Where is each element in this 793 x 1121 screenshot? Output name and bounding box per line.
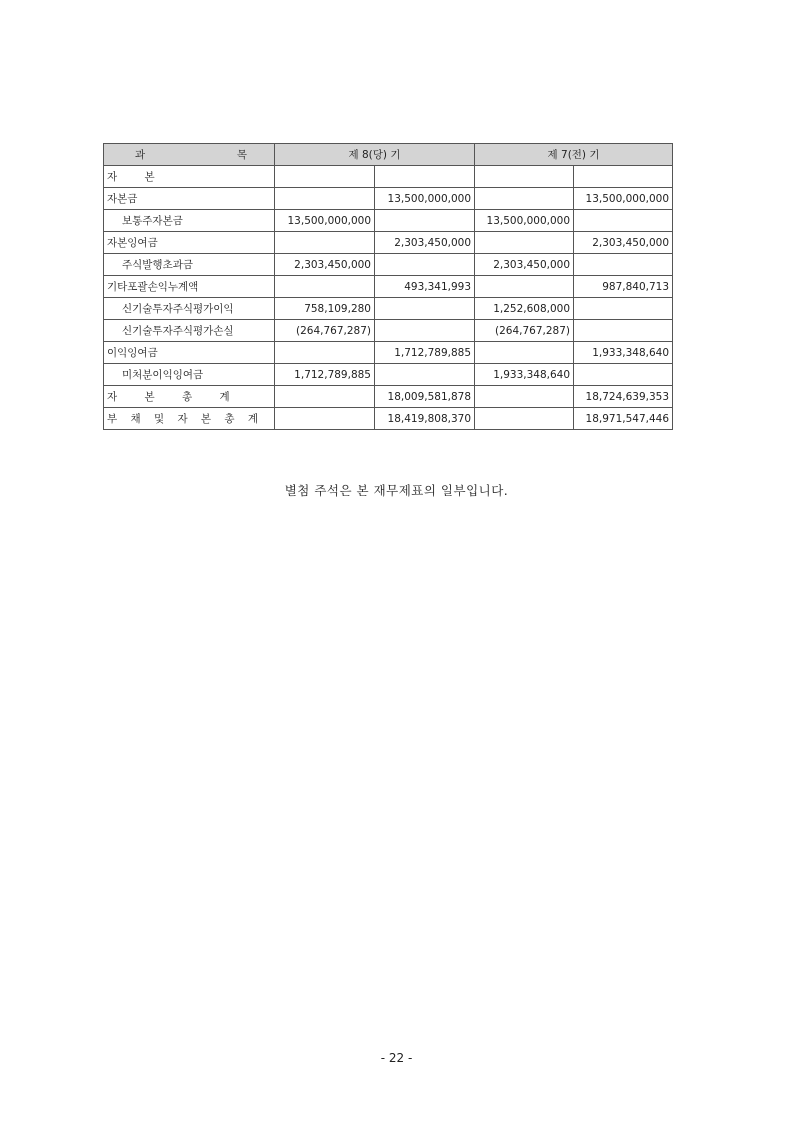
prior-detail-cell: 1,252,608,000 xyxy=(475,298,574,320)
header-current-period: 제 8(당) 기 xyxy=(275,144,475,166)
table-row xyxy=(104,342,673,364)
row-label: 부 채 및 자 본 총 계 xyxy=(104,408,275,430)
prior-total-cell: 1,933,348,640 xyxy=(574,342,673,364)
prior-total-cell: 987,840,713 xyxy=(574,276,673,298)
prior-detail-cell xyxy=(475,232,574,254)
footnote-text: 별첨 주석은 본 재무제표의 일부입니다. xyxy=(284,483,509,498)
table-row xyxy=(104,298,673,320)
current-total-cell xyxy=(375,210,475,232)
page-number: - 22 - xyxy=(380,1051,413,1065)
prior-total-cell xyxy=(574,364,673,386)
row-label: 자 본 총 계 xyxy=(104,386,275,408)
prior-detail-cell xyxy=(475,386,574,408)
table-row xyxy=(104,210,673,232)
table-row xyxy=(104,408,673,430)
prior-detail-cell xyxy=(475,408,574,430)
prior-detail-cell: 13,500,000,000 xyxy=(475,210,574,232)
current-detail-cell: 1,712,789,885 xyxy=(275,364,375,386)
current-detail-cell xyxy=(275,166,375,188)
prior-detail-cell: 2,303,450,000 xyxy=(475,254,574,276)
prior-detail-cell: 1,933,348,640 xyxy=(475,364,574,386)
current-total-cell: 18,419,808,370 xyxy=(375,408,475,430)
prior-total-cell xyxy=(574,320,673,342)
current-detail-cell xyxy=(275,232,375,254)
row-label: 기타포괄손익누계액 xyxy=(104,276,275,298)
table-row xyxy=(104,188,673,210)
row-label: 미처분이익잉여금 xyxy=(104,364,275,386)
table-row xyxy=(104,276,673,298)
prior-total-cell: 2,303,450,000 xyxy=(574,232,673,254)
current-detail-cell xyxy=(275,408,375,430)
current-total-cell xyxy=(375,320,475,342)
current-total-cell: 13,500,000,000 xyxy=(375,188,475,210)
row-label: 자본잉여금 xyxy=(104,232,275,254)
prior-total-cell xyxy=(574,166,673,188)
table-header-row xyxy=(104,144,673,166)
current-detail-cell: 2,303,450,000 xyxy=(275,254,375,276)
prior-total-cell xyxy=(574,210,673,232)
prior-total-cell: 18,724,639,353 xyxy=(574,386,673,408)
current-total-cell xyxy=(375,364,475,386)
prior-total-cell: 13,500,000,000 xyxy=(574,188,673,210)
prior-total-cell xyxy=(574,254,673,276)
balance-sheet-equity-table xyxy=(103,143,673,430)
current-total-cell xyxy=(375,166,475,188)
prior-detail-cell: (264,767,287) xyxy=(475,320,574,342)
prior-detail-cell xyxy=(475,188,574,210)
table-row xyxy=(104,386,673,408)
current-detail-cell xyxy=(275,276,375,298)
current-detail-cell: (264,767,287) xyxy=(275,320,375,342)
prior-detail-cell xyxy=(475,166,574,188)
row-label: 신기술투자주식평가이익 xyxy=(104,298,275,320)
current-total-cell: 493,341,993 xyxy=(375,276,475,298)
table-row xyxy=(104,166,673,188)
current-detail-cell xyxy=(275,386,375,408)
current-detail-cell: 758,109,280 xyxy=(275,298,375,320)
prior-detail-cell xyxy=(475,342,574,364)
header-item-right: 목 xyxy=(236,149,247,161)
row-label: 보통주자본금 xyxy=(104,210,275,232)
prior-total-cell xyxy=(574,298,673,320)
current-detail-cell: 13,500,000,000 xyxy=(275,210,375,232)
prior-detail-cell xyxy=(475,276,574,298)
current-total-cell xyxy=(375,298,475,320)
table-row xyxy=(104,254,673,276)
row-label: 신기술투자주식평가손실 xyxy=(104,320,275,342)
row-label: 자본금 xyxy=(104,188,275,210)
current-detail-cell xyxy=(275,188,375,210)
current-detail-cell xyxy=(275,342,375,364)
prior-total-cell: 18,971,547,446 xyxy=(574,408,673,430)
current-total-cell: 2,303,450,000 xyxy=(375,232,475,254)
row-label: 주식발행초과금 xyxy=(104,254,275,276)
header-prior-period: 제 7(전) 기 xyxy=(475,144,673,166)
table-row xyxy=(104,320,673,342)
current-total-cell xyxy=(375,254,475,276)
table-row xyxy=(104,364,673,386)
table-row xyxy=(104,232,673,254)
current-total-cell: 18,009,581,878 xyxy=(375,386,475,408)
header-account-item xyxy=(104,144,275,166)
row-label: 자 본 xyxy=(104,166,275,188)
current-total-cell: 1,712,789,885 xyxy=(375,342,475,364)
header-item-left: 과 xyxy=(135,149,146,161)
row-label: 이익잉여금 xyxy=(104,342,275,364)
